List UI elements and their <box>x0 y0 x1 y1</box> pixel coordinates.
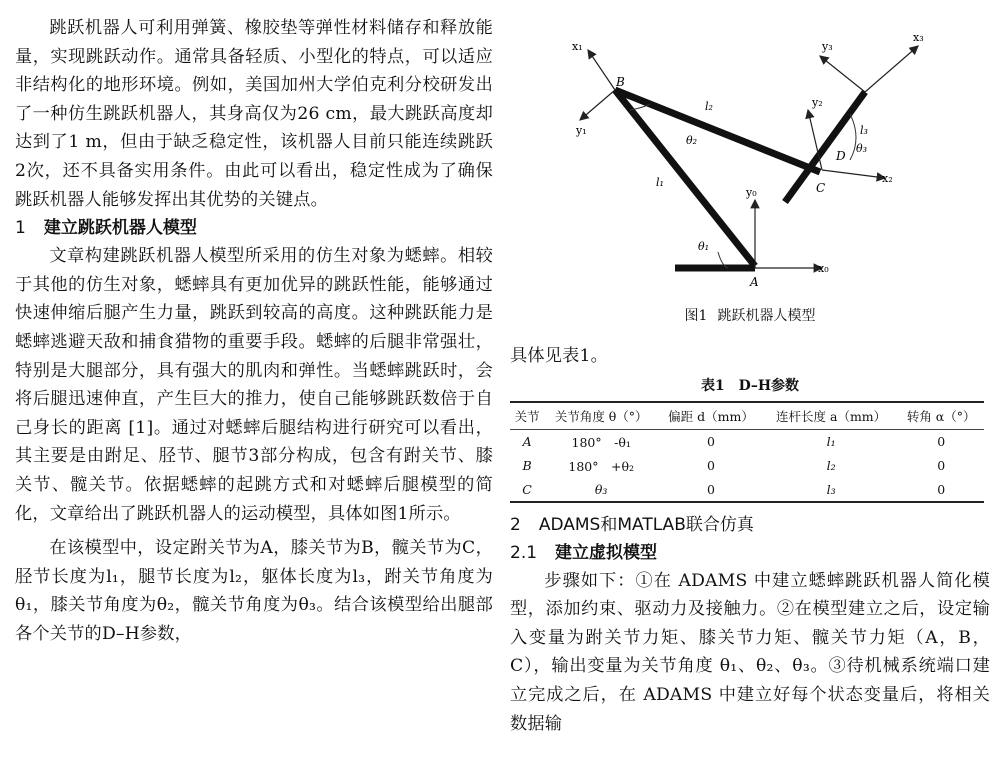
table-row <box>510 454 984 478</box>
model-paragraph: 文章构建跳跃机器人模型所采用的仿生对象为蟋蟀。相较于其他的仿生对象，蟋蟀具有更加优异的跳跃性能，能够通过快速伸缩后腿产生力量，跳跃到较高的高度。这种跳跃能力是蟋蟀逃避天敌和捕食猎物的重要手段。蟋蟀的后腿非常强壮，特别是大腿部分，具有强大的肌肉和弹性。当蟋蟀跳跃时，会将后腿迅速伸直，产生巨大的推力，使自己能够跳跃数倍于自己身长的距离 [1]。通过对蟋蟀后腿结构进行研究可以看出，其主要是由跗足、胫节、腿节3部分构成，包含有跗关节、膝关节、髋关节。依据蟋蟀的起跳方式和对蟋蟀后腿模型的简化，文章给出了跳跃机器人的运动模型，具体如图1所示。 <box>15 246 493 524</box>
label-y0: y₀ <box>746 186 757 199</box>
robot-model-diagram <box>550 10 970 290</box>
table-cell: 0 <box>707 434 715 450</box>
table-cell: l₂ <box>826 458 836 474</box>
label-y3: y₃ <box>822 40 833 53</box>
table-header-row <box>510 402 984 430</box>
header-twist-angle: 转角 α（°） <box>898 402 984 430</box>
label-B: B <box>616 75 625 89</box>
table-cell: 180° +θ₂ <box>568 458 634 474</box>
label-D: D <box>836 149 846 163</box>
section-1-title: 建立跳跃机器人模型 <box>43 218 197 239</box>
table-cell: θ₃ <box>544 478 658 502</box>
intro-paragraph: 跳跃机器人可利用弹簧、橡胶垫等弹性材料储存和释放能量，实现跳跃动作。通常具备轻质、小型化的特点，可以适应非结构化的地形环境。例如，美国加州大学伯克利分校研发出了一种仿生跳跃机器人，其身高仅为26 cm，最大跳跃高度却达到了1 m，但由于缺乏稳定性，该机器人目前只能连续跳跃2次，还不具备实用条件。由此可以看出，稳定性成为了确保跳跃机器人能够发挥出其优势的关键点。 <box>15 18 493 210</box>
section-2-title: ADAMS和MATLAB联合仿真 <box>538 514 754 535</box>
label-y1: y₁ <box>576 124 587 137</box>
theta2-arc <box>630 104 650 110</box>
label-x2: x₂ <box>882 172 893 185</box>
table-cell: 180° -θ₁ <box>571 434 631 450</box>
joint-definition-paragraph: 在该模型中，设定跗关节为A，膝关节为B，髋关节为C，胫节长度为l₁，腿节长度为l₂，躯体长度为l₃，跗关节角度为θ₁，膝关节角度为θ₂，髋关节角度为θ₃。结合该模型给出腿部各个关节的D–H参数， <box>15 538 493 644</box>
label-y2: y₂ <box>812 96 823 109</box>
table-row <box>510 478 984 502</box>
label-x0: x₀ <box>818 262 829 275</box>
header-joint-angle: 关节角度 θ（°） <box>544 402 658 430</box>
header-joint: 关节 <box>510 402 544 430</box>
dh-parameter-table <box>510 401 984 503</box>
table-row <box>510 429 984 454</box>
figure-caption <box>510 305 990 325</box>
table-intro: 具体见表1。 <box>510 346 609 366</box>
robot-model-figure <box>550 10 970 290</box>
label-x3: x₃ <box>913 31 924 44</box>
left-column <box>15 0 493 648</box>
table-cell: 0 <box>937 434 946 450</box>
label-theta1: θ₁ <box>698 240 710 253</box>
table-cell: l₃ <box>764 478 898 502</box>
section-2-1-title: 建立虚拟模型 <box>555 542 658 563</box>
section-1-number: 1 <box>15 218 26 239</box>
table-cell: C <box>510 478 544 502</box>
figure-number: 图1 <box>684 308 708 324</box>
axis-y3 <box>820 56 865 92</box>
axis-x2 <box>822 170 885 178</box>
label-theta2: θ₂ <box>686 134 698 147</box>
table-cell: 0 <box>937 458 946 474</box>
table-cell: A <box>522 434 532 450</box>
section-2-number: 2 <box>510 514 521 535</box>
table-cell: 0 <box>898 478 984 502</box>
axis-x3 <box>865 46 918 92</box>
table-cell: 0 <box>707 458 715 474</box>
section-1-heading <box>15 214 493 242</box>
label-l1: l₁ <box>656 176 664 189</box>
section-2-heading <box>510 511 990 539</box>
table-cell: B <box>522 458 532 474</box>
table-caption: 表1 D–H参数 <box>700 377 800 394</box>
right-column <box>510 0 990 762</box>
section-2-1-number: 2.1 <box>510 542 538 563</box>
label-theta3: θ₃ <box>856 142 868 155</box>
right-body <box>510 342 990 738</box>
header-offset: 偏距 d（mm） <box>658 402 764 430</box>
axis-x1 <box>588 50 615 90</box>
axis-y1 <box>580 90 615 120</box>
table-cell: 0 <box>658 478 764 502</box>
figure-caption-text: 跳跃机器人模型 <box>717 308 816 324</box>
section-2-1-heading <box>510 539 990 567</box>
label-A: A <box>750 275 759 289</box>
table-cell: l₁ <box>826 434 836 450</box>
steps-paragraph: 步骤如下：①在 ADAMS 中建立蟋蟀跳跃机器人简化模型，添加约束、驱动力及接触力。②在模型建立之后，设定输入变量为跗关节力矩、膝关节力矩、髋关节力矩（A，B，C），输出变量为关节角度 θ₁、θ₂、θ₃。③待机械系统端口建立完成之后，在 ADAMS 中建立好每个状态变量后，将相关数据输 <box>510 570 990 734</box>
label-C: C <box>816 181 826 195</box>
header-link-length: 连杆长度 a（mm） <box>764 402 898 430</box>
label-x1: x₁ <box>572 40 583 53</box>
label-l3: l₃ <box>860 124 868 137</box>
label-l2: l₂ <box>705 100 713 113</box>
